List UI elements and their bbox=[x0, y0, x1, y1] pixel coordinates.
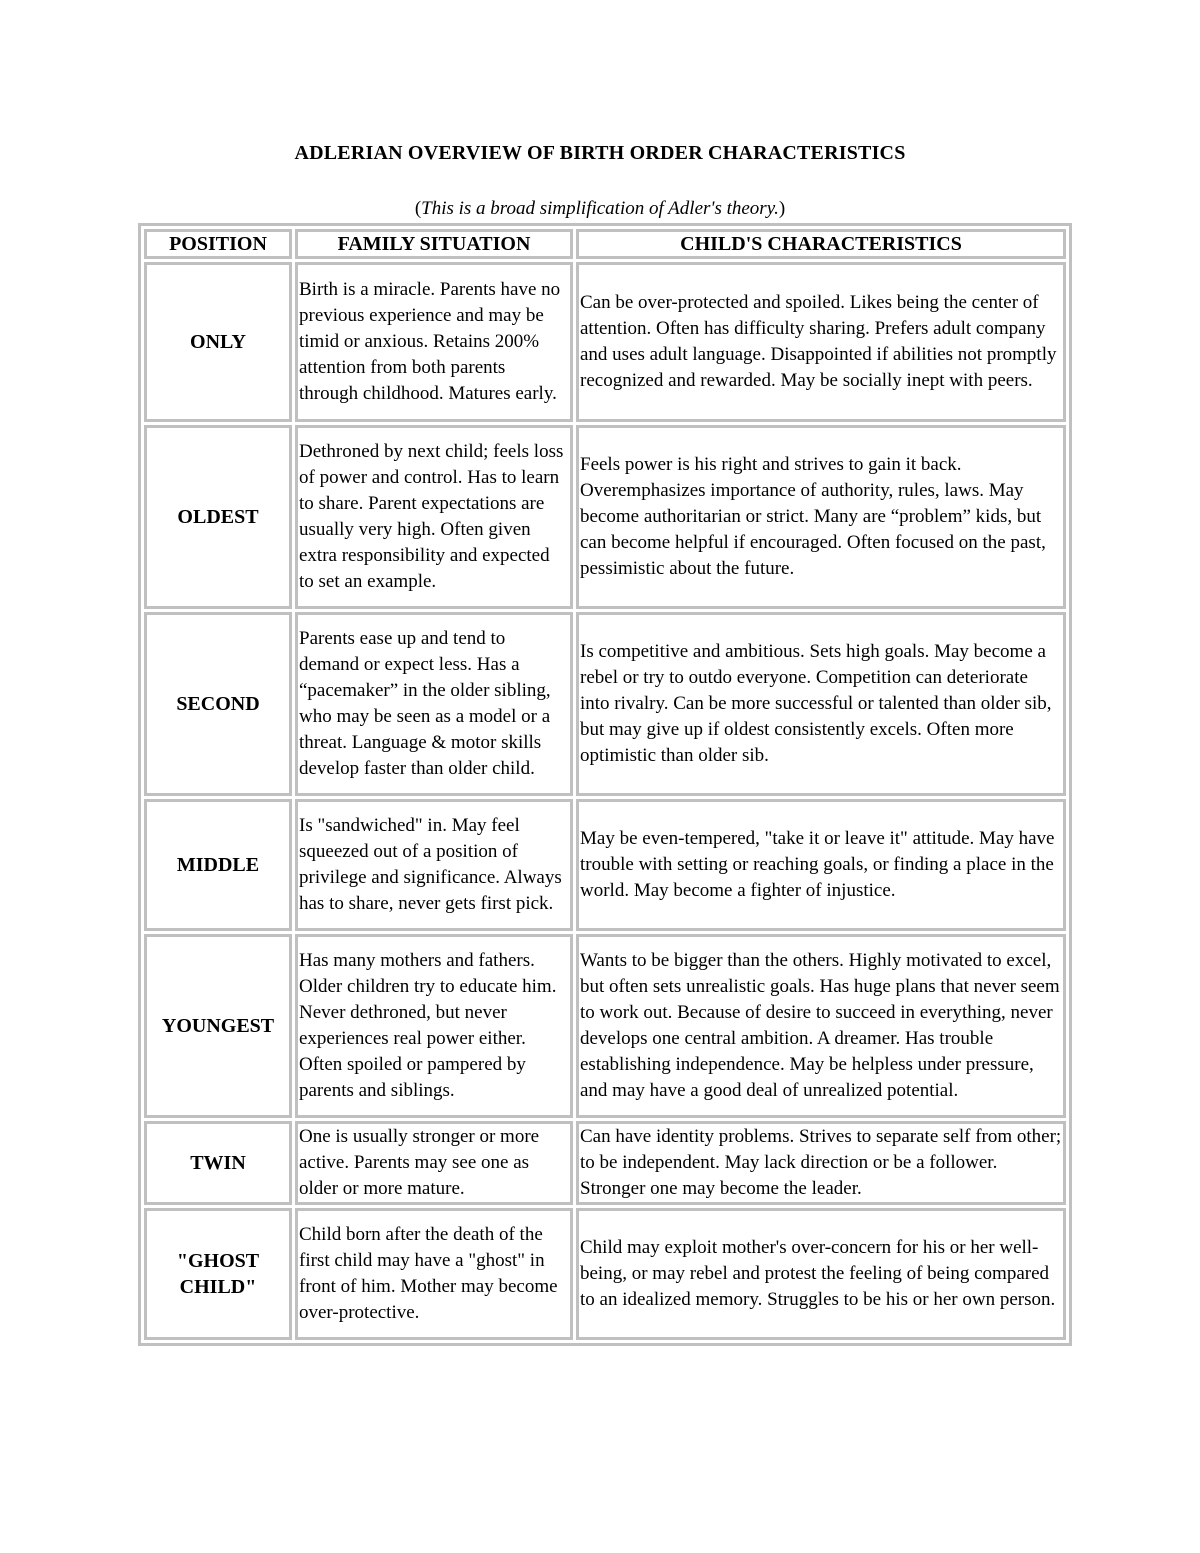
family-situation-cell: Child born after the death of the first child may have a "ghost" in front of him. Mother may become over-protective. bbox=[295, 1208, 573, 1340]
position-cell: YOUNGEST bbox=[144, 934, 292, 1118]
table-row bbox=[144, 425, 1066, 609]
child-characteristics-cell: Child may exploit mother's over-concern for his or her well-being, or may rebel and protest the feeling of being compared to an idealized memory. Struggles to be his or her own person. bbox=[576, 1208, 1066, 1340]
subtitle-close-paren: ) bbox=[778, 198, 786, 219]
position-cell: OLDEST bbox=[144, 425, 292, 609]
birth-order-table bbox=[138, 223, 1072, 1346]
position-cell: SECOND bbox=[144, 612, 292, 796]
child-characteristics-cell: May be even-tempered, "take it or leave it" attitude. May have trouble with setting or reaching goals, or finding a place in the world. May become a fighter of injustice. bbox=[576, 799, 1066, 931]
position-cell: TWIN bbox=[144, 1121, 292, 1205]
table-row bbox=[144, 262, 1066, 422]
subtitle-text: This is a broad simplification of Adler's theory. bbox=[421, 198, 779, 219]
child-characteristics-cell: Is competitive and ambitious. Sets high goals. May become a rebel or try to outdo everyone. Competition can deteriorate into rivalry. Can be more successful or talented than older sib, but may give up if oldest consistently excels. Often more optimistic than older sib. bbox=[576, 612, 1066, 796]
family-situation-cell: Has many mothers and fathers. Older children try to educate him. Never dethroned, but never experiences real power either. Often spoiled or pampered by parents and siblings. bbox=[295, 934, 573, 1118]
family-situation-cell: Parents ease up and tend to demand or expect less. Has a “pacemaker” in the older sibling, who may be seen as a model or a threat. Language & motor skills develop faster than older child. bbox=[295, 612, 573, 796]
table-row bbox=[144, 612, 1066, 796]
child-characteristics-cell: Wants to be bigger than the others. Highly motivated to excel, but often sets unrealistic goals. Has huge plans that never seem to work out. Because of desire to succeed in everything, never develops one central ambition. A dreamer. Has trouble establishing independence. May be helpless under pressure, and may have a good deal of unrealized potential. bbox=[576, 934, 1066, 1118]
header-family-situation: FAMILY SITUATION bbox=[295, 229, 573, 259]
position-cell: ONLY bbox=[144, 262, 292, 422]
position-cell: MIDDLE bbox=[144, 799, 292, 931]
family-situation-cell: Dethroned by next child; feels loss of power and control. Has to learn to share. Parent expectations are usually very high. Often given extra responsibility and expected to set an example. bbox=[295, 425, 573, 609]
child-characteristics-cell: Can have identity problems. Strives to separate self from other; to be independent. May lack direction or be a follower. Stronger one may become the leader. bbox=[576, 1121, 1066, 1205]
document-title: ADLERIAN OVERVIEW OF BIRTH ORDER CHARACTERISTICS bbox=[294, 142, 906, 164]
family-situation-cell: Birth is a miracle. Parents have no previous experience and may be timid or anxious. Retains 200% attention from both parents through childhood. Matures early. bbox=[295, 262, 573, 422]
family-situation-cell: Is "sandwiched" in. May feel squeezed out of a position of privilege and significance. Always has to share, never gets first pick. bbox=[295, 799, 573, 931]
header-childs-characteristics: CHILD'S CHARACTERISTICS bbox=[576, 229, 1066, 259]
table-row bbox=[144, 799, 1066, 931]
child-characteristics-cell: Feels power is his right and strives to gain it back. Overemphasizes importance of authority, rules, laws. May become authoritarian or strict. Many are “problem” kids, but can become helpful if encouraged. Often focused on the past, pessimistic about the future. bbox=[576, 425, 1066, 609]
position-cell: "GHOST CHILD" bbox=[144, 1208, 292, 1340]
table-row bbox=[144, 934, 1066, 1118]
table-header-row bbox=[144, 229, 1066, 259]
child-characteristics-cell: Can be over-protected and spoiled. Likes being the center of attention. Often has difficulty sharing. Prefers adult company and uses adult language. Disappointed if abilities not promptly recognized and rewarded. May be socially inept with peers. bbox=[576, 262, 1066, 422]
table-row bbox=[144, 1208, 1066, 1340]
table-row bbox=[144, 1121, 1066, 1205]
family-situation-cell: One is usually stronger or more active. Parents may see one as older or more mature. bbox=[295, 1121, 573, 1205]
header-position: POSITION bbox=[144, 229, 292, 259]
document-subtitle bbox=[0, 198, 1200, 220]
subtitle-open-paren: ( bbox=[414, 198, 422, 219]
